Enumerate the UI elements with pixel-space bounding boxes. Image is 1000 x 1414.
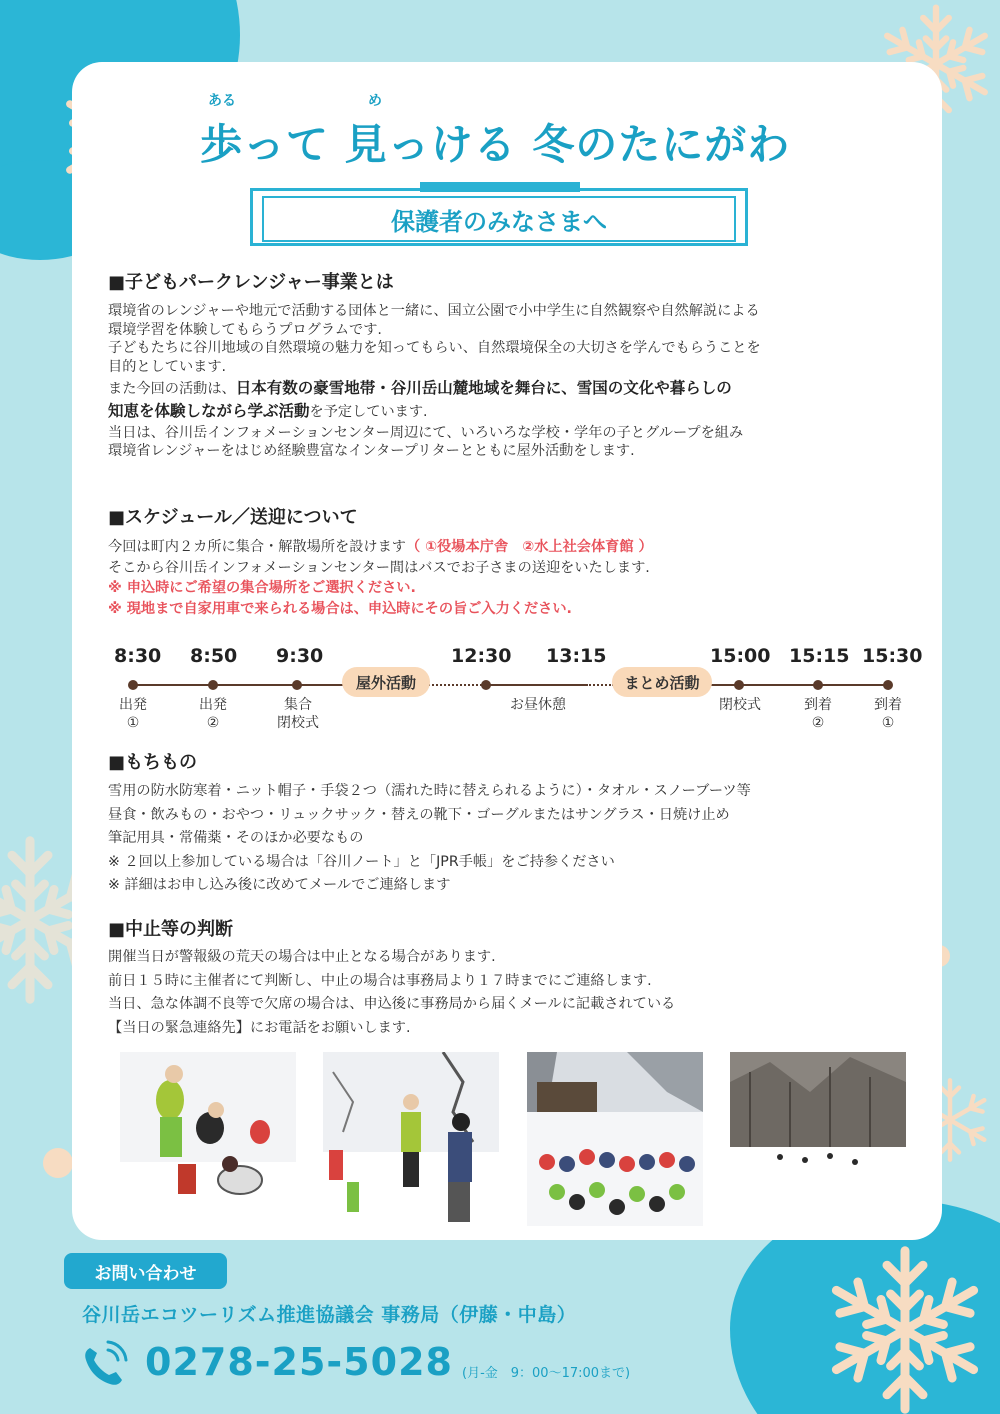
timeline-time: 15:30	[862, 645, 923, 667]
timeline-time: 15:00	[710, 645, 771, 667]
timeline-label: 到着 ①	[874, 697, 902, 731]
section-heading-about: ■子どもパークレンジャー事業とは	[108, 272, 394, 293]
photo-kids-snow-play	[120, 1052, 296, 1226]
cancellation-line: 当日、急な体調不良等で欠席の場合は、申込後に事務局から届くメールに記載されている	[108, 996, 676, 1012]
timeline-time: 8:30	[114, 645, 162, 667]
decor-dot	[43, 1148, 73, 1178]
banner-tab	[420, 182, 580, 192]
timeline-node	[292, 680, 302, 690]
timeline-node	[813, 680, 823, 690]
timeline-line	[133, 684, 343, 686]
phone-number[interactable]: 0278-25-5028	[145, 1340, 453, 1384]
photo-kids-snowshoes	[323, 1052, 499, 1226]
about-text	[108, 302, 761, 461]
timeline-node	[128, 680, 138, 690]
office-hours: (月-金 9：00〜17:00まで)	[462, 1366, 631, 1381]
belongings-line: 雪用の防水防寒着・ニット帽子・手袋２つ（濡れた時に替えられるように）・タオル・スノーブーツ等	[108, 783, 751, 799]
timeline-time: 15:15	[789, 645, 850, 667]
about-line: 環境学習を体験してもらうプログラムです.	[108, 321, 382, 338]
timeline-time: 13:15	[546, 645, 607, 667]
belongings-line: ※ ２回以上参加している場合は「谷川ノート」と「JPR手帳」をご持参ください	[108, 853, 615, 870]
schedule-note: ※ 申込時にご希望の集合場所をご選択ください.	[108, 580, 416, 597]
timeline-label: お昼休憩	[510, 697, 566, 713]
banner-heading: 保護者のみなさまへ	[262, 196, 736, 242]
timeline-node	[734, 680, 744, 690]
timeline-dotted	[428, 684, 486, 686]
belongings-line: 筆記用具・常備薬・そのほか必要なもの	[108, 830, 364, 846]
timeline-time: 9:30	[276, 645, 324, 667]
section-heading-belongings: ■もちもの	[108, 752, 198, 773]
timeline-line	[486, 684, 586, 686]
timeline-label: 到着 ②	[804, 697, 832, 731]
cancellation-line: 前日１５時に主催者にて判断し、中止の場合は事務局より１７時までにご連絡します.	[108, 972, 652, 989]
about-line: また今回の活動は、日本有数の豪雪地帯・谷川岳山麓地域を舞台に、雪国の文化や暮らしの	[108, 379, 732, 398]
timeline-time: 12:30	[451, 645, 512, 667]
title-ruby-aru: ある	[208, 93, 236, 109]
schedule-note: ※ 現地まで自家用車で来られる場合は、申込時にその旨ご入力ください.	[108, 600, 572, 617]
title-ruby-me: め	[368, 93, 382, 109]
belongings-line: 昼食・飲みもの・おやつ・リュックサック・替えの靴下・ゴーグルまたはサングラス・日焼け止め	[108, 806, 730, 823]
contact-badge: お問い合わせ	[64, 1253, 227, 1289]
cancellation-line: 【当日の緊急連絡先】にお電話をお願いします.	[108, 1019, 411, 1036]
about-line: 子どもたちに谷川地域の自然環境の魅力を知ってもらい、自然環境保全の大切さを学んでもらうことを	[108, 340, 761, 357]
photo-snow-forest-walk	[730, 1052, 906, 1226]
about-line: 当日は、谷川岳インフォメーションセンター周辺にて、いろいろな学校・学年の子とグループを組み	[108, 424, 744, 441]
cancellation-text	[108, 946, 675, 1040]
timeline-node	[481, 680, 491, 690]
schedule-text	[108, 538, 653, 618]
belongings-line: ※ 詳細はお申し込み後に改めてメールでご連絡します	[108, 877, 451, 893]
about-line: 知恵を体験しながら学ぶ活動を予定しています.	[108, 401, 428, 420]
schedule-line: そこから谷川岳インフォメーションセンター間はバスでお子さまの送迎をいたします.	[108, 559, 650, 576]
belongings-text	[108, 780, 751, 898]
organization-name: 谷川岳エコツーリズム推進協議会 事務局（伊藤・中島）	[82, 1304, 577, 1326]
timeline-label: 閉校式	[719, 697, 761, 713]
section-heading-cancellation: ■中止等の判断	[108, 919, 234, 940]
snowflake-icon	[815, 1240, 995, 1414]
timeline-node	[883, 680, 893, 690]
timeline-dotted	[586, 684, 614, 686]
timeline-label: 集合 閉校式	[277, 697, 319, 731]
emphasis-text: 日本有数の豪雪地帯・谷川岳山麓地域を舞台に、雪国の文化や暮らしの	[235, 379, 732, 398]
schedule-line: 今回は町内２カ所に集合・解散場所を設けます（ ①役場本庁舎 ②水上社会体育館 ）	[108, 539, 653, 555]
timeline-label: 出発 ②	[199, 697, 227, 731]
photo-group-picture	[527, 1052, 703, 1226]
about-line: 環境省のレンジャーや地元で活動する団体と一緒に、国立公園で小中学生に自然観察や自然解説による	[108, 303, 760, 319]
emphasis-text: 知恵を体験しながら学ぶ活動	[108, 401, 310, 420]
timeline-time: 8:50	[190, 645, 238, 667]
phone-icon	[78, 1340, 128, 1390]
section-heading-schedule: ■スケジュール／送迎について	[108, 507, 358, 528]
about-line: 目的としています.	[108, 358, 227, 375]
about-line: 環境省レンジャーをはじめ経験豊富なインタープリターとともに屋外活動をします.	[108, 443, 635, 460]
meeting-places: （ ①役場本庁舎 ②水上社会体育館 ）	[405, 539, 653, 555]
timeline-node	[208, 680, 218, 690]
timeline-label: 出発 ①	[119, 697, 147, 731]
cancellation-line: 開催当日が警報級の荒天の場合は中止となる場合があります.	[108, 949, 496, 965]
timeline-pill-summary: まとめ活動	[612, 667, 712, 697]
timeline-pill-outdoor: 屋外活動	[342, 667, 430, 697]
page-title: 歩って 見っける 冬のたにがわ	[200, 120, 791, 169]
